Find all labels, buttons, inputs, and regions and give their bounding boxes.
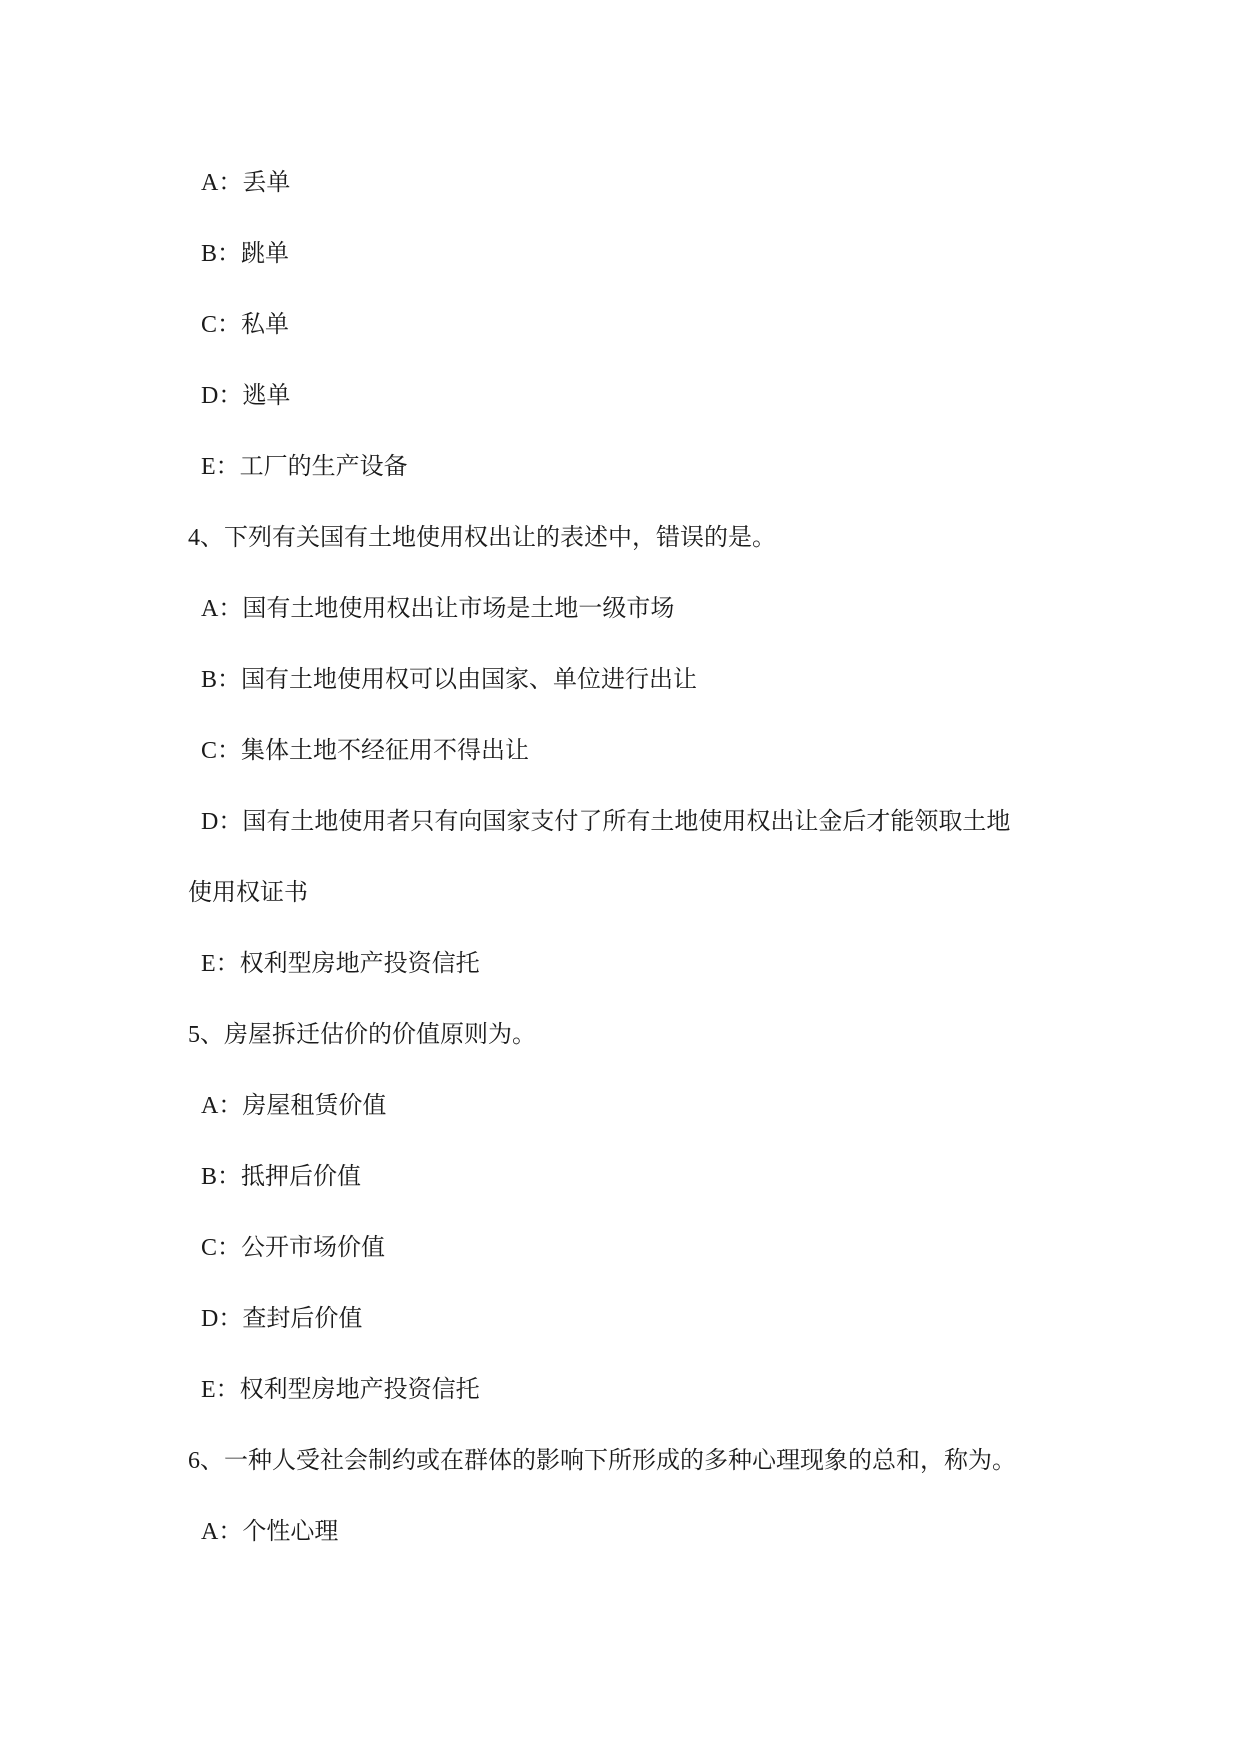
q3-option-e: E：工厂的生产设备 xyxy=(201,454,408,480)
q5-option-d: D：查封后价值 xyxy=(201,1306,363,1332)
q4-option-c: C：集体土地不经征用不得出让 xyxy=(201,738,530,764)
q3-option-c: C：私单 xyxy=(201,312,290,338)
q3-option-a: A：丢单 xyxy=(201,170,291,196)
q4-option-e: E：权利型房地产投资信托 xyxy=(201,951,480,977)
q3-option-b: B：跳单 xyxy=(201,241,290,267)
question-6-text: 6、一种人受社会制约或在群体的影响下所形成的多种心理现象的总和，称为。 xyxy=(188,1448,1016,1474)
q4-option-d: D：国有土地使用者只有向国家支付了所有土地使用权出让金后才能领取土地 xyxy=(201,809,1011,835)
q5-option-e: E：权利型房地产投资信托 xyxy=(201,1377,480,1403)
q6-option-a: A：个性心理 xyxy=(201,1519,339,1545)
q4-option-a: A：国有土地使用权出让市场是土地一级市场 xyxy=(201,596,675,622)
question-4-text: 4、下列有关国有土地使用权出让的表述中，错误的是。 xyxy=(188,525,776,551)
question-5-text: 5、房屋拆迁估价的价值原则为。 xyxy=(188,1022,536,1048)
q5-option-a: A：房屋租赁价值 xyxy=(201,1093,387,1119)
q4-option-d-continuation: 使用权证书 xyxy=(188,880,308,906)
q3-option-d: D：逃单 xyxy=(201,383,291,409)
q5-option-b: B：抵押后价值 xyxy=(201,1164,362,1190)
q5-option-c: C：公开市场价值 xyxy=(201,1235,386,1261)
q4-option-b: B：国有土地使用权可以由国家、单位进行出让 xyxy=(201,667,698,693)
